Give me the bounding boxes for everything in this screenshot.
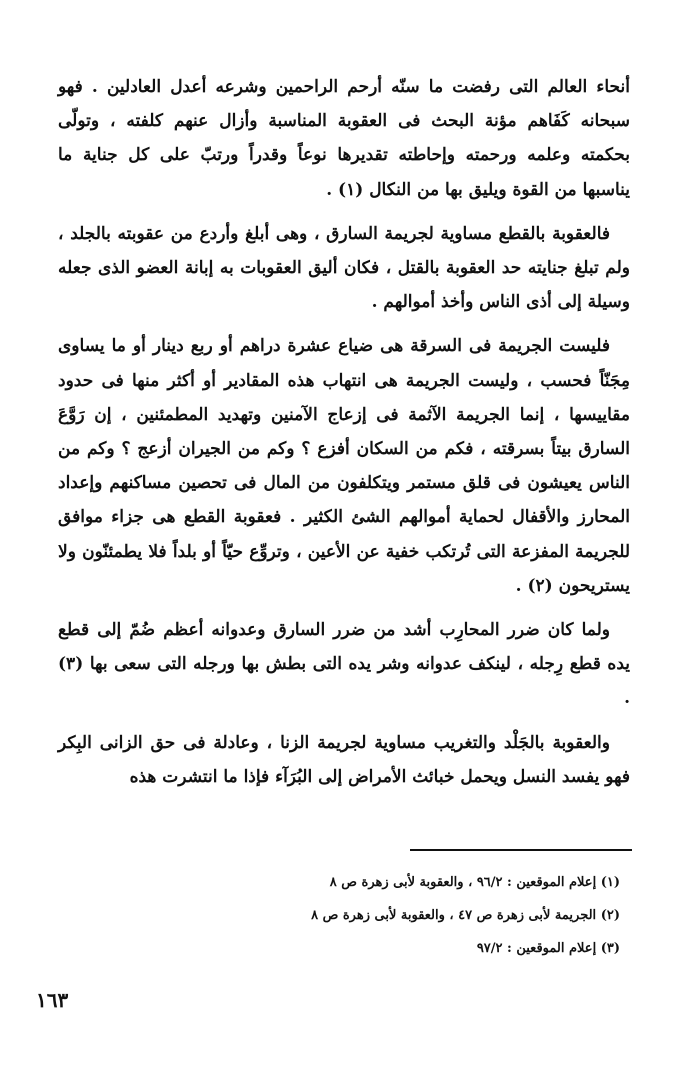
paragraph-5: والعقوبة بالجَلْد والتغريب مساوية لجريمة الزنا ، وعادلة فى حق الزانى البِكر فهو يفسد النسل ويحمل خبائث الأمراض إلى البُرَآء فإذا ما انتشرت هذه [58, 732, 630, 787]
footnote-divider [410, 849, 632, 851]
footnotes [150, 866, 620, 965]
main-text [58, 70, 630, 804]
footnote-3: (٣) إعلام الموقعين : ٩٧/٢ [476, 941, 620, 956]
paragraph-4: ولما كان ضرر المحارِب أشد من ضرر السارق وعدوانه أعظم ضُمّ إلى قطع يده قطع رِجله ، لينكف عدوانه وشر يده التى بطش بها ورجله التى سعى بها (٣) . [58, 620, 630, 709]
paragraph-2: فالعقوبة بالقطع مساوية لجريمة السارق ، وهى أبلغ وأردع من عقوبته بالجلد ، ولم تبلغ جنايته حد العقوبة بالقتل ، فكان أليق العقوبات به إبانة العضو الذى جعله وسيلة إلى أذى الناس وأخذ أموالهم . [58, 223, 630, 313]
footnote-2: (٢) الجريمة لأبى زهرة ص ٤٧ ، والعقوبة لأبى زهرة ص ٨ [311, 908, 620, 923]
footnote-1: (١) إعلام الموقعين : ٩٦/٢ ، والعقوبة لأبى زهرة ص ٨ [329, 875, 620, 890]
paragraph-1: أنحاء العالم التى رفضت ما سنّه أرحم الراحمين وشرعه أعدل العادلين . فهو سبحانه كَفَاهم مؤنة البحث فى العقوبة المناسبة وأزال عنهم كلفته ، وتولّى بحكمته وعلمه ورحمته وإحاطته تقديرها نوعاً وقدراً ورتبّ على كل جناية ما يناسبها من القوة ويليق بها من النكال (١) . [58, 77, 630, 200]
paragraph-3: فليست الجريمة فى السرقة هى ضياع عشرة دراهم أو ربع دينار أو ما يساوى مِجَنّاً فحسب ، وليست الجريمة هى انتهاب هذه المقادير أو أكثر منها فى حدود مقاييسها ، إنما الجريمة الآثمة فى إزعاج الآمنين وتهديد المطمئنين ، إن رَوَّعَ السارق بيتاً بسرقته ، فكم من السكان أفزع ؟ وكم من الجيران أزعج ؟ وكم من الناس يعيشون فى قلق مستمر ويتكلفون من المال فى تحصين مساكنهم وإعداد المحارز والأقفال لحماية أموالهم الشئ الكثير . فعقوبة القطع هى جزاء موافق للجريمة المفزعة التى تُرتكب خفية عن الأعين ، وتروِّع حيّاً أو بلداً فلا يطمئنّون ولا يستريحون (٢) . [58, 336, 630, 596]
page-number: ١٦٣ [36, 988, 69, 1012]
